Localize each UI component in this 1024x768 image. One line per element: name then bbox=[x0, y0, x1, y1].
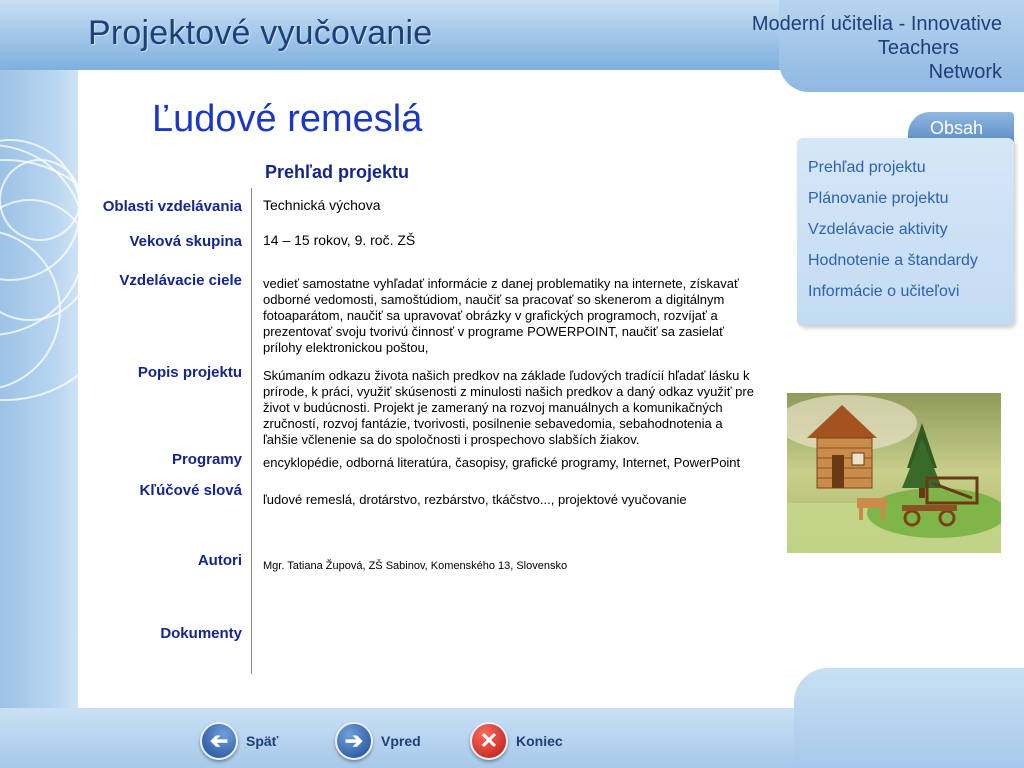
forward-button[interactable] bbox=[335, 722, 421, 760]
end-button[interactable] bbox=[470, 722, 563, 760]
page-title: Ľudové remeslá bbox=[152, 98, 423, 140]
label-oblasti: Oblasti vzdelávania bbox=[102, 198, 242, 215]
label-vzdelavacie-ciele: Vzdelávacie ciele bbox=[119, 272, 242, 289]
value-autori: Mgr. Tatiana Župová, ZŠ Sabinov, Komenského 13, Slovensko bbox=[263, 560, 568, 572]
arrow-right-icon: ➔ bbox=[335, 722, 373, 760]
wooden-crafts-image bbox=[787, 393, 1001, 553]
menu-item-hodnotenie-standardy[interactable]: Hodnotenie a štandardy bbox=[808, 252, 978, 269]
value-vzdelavacie-ciele: vedieť samostatne vyhľadať informácie z danej problematiky na internete, získavať odborné vedomosti, samoštúdiom, naučiť sa pracovať so skenerom a digitálnym fotoaparátom, naučiť sa upravovať obrázky v grafických programoch, rozvíjať a prezentovať svoju tvorivú činnosť v programe POWERPOINT, naučiť sa zasielať prílohy elektronickou poštou, bbox=[263, 276, 739, 355]
menu-item-informacie-o-ucitelovi[interactable]: Informácie o učiteľovi bbox=[808, 283, 960, 300]
arrow-left-icon: ➔ bbox=[200, 722, 238, 760]
left-decorative-band bbox=[0, 0, 78, 768]
back-button[interactable] bbox=[200, 722, 278, 760]
back-label: Späť bbox=[246, 733, 279, 749]
obsah-tab-label: Obsah bbox=[930, 118, 984, 138]
project-photo bbox=[787, 393, 1001, 553]
value-programy: encyklopédie, odborná literatúra, časopisy, grafické programy, Internet, PowerPoint bbox=[263, 455, 741, 470]
label-autori: Autori bbox=[197, 552, 242, 569]
brand-line-1: Moderní učitelia - Innovative bbox=[751, 13, 1002, 35]
brand-line-3: Network bbox=[928, 61, 1002, 83]
end-label: Koniec bbox=[516, 733, 563, 749]
forward-label: Vpred bbox=[381, 733, 421, 749]
section-title: Prehľad projektu bbox=[265, 162, 409, 182]
brand-text bbox=[672, 12, 1002, 92]
brand-line-2: Teachers bbox=[877, 37, 959, 59]
label-vekova-skupina: Veková skupina bbox=[129, 233, 242, 250]
menu-item-vzdelavacie-aktivity[interactable]: Vzdelávacie aktivity bbox=[808, 221, 948, 238]
menu-item-prehlad-projektu[interactable]: Prehľad projektu bbox=[808, 159, 926, 176]
value-klucove-slova: ľudové remeslá, drotárstvo, rezbárstvo, tkáčstvo..., projektové vyučovanie bbox=[263, 492, 687, 507]
circles-decoration bbox=[0, 0, 78, 768]
app-title: Projektové vyučovanie bbox=[88, 14, 433, 52]
value-popis-projektu: Skúmaním odkazu života našich predkov na základe ľudových tradícií hľadať lásku k prírode, k práci, využiť skúsenosti z minulosti našich predkov a daný odkaz využiť pre život v budúcnosti. Projekt je zameraný na rozvoj manuálnych a komunikačných zručností, rozvoj fantázie, tvorivosti, posilnenie sebavedomia, sebahodnotenia a ľahšie včlenenie sa do spoločnosti i prospechovo slabších žiakov. bbox=[263, 368, 754, 447]
footer-corner bbox=[794, 668, 1024, 768]
label-dokumenty: Dokumenty bbox=[160, 625, 242, 642]
close-icon: ✕ bbox=[470, 722, 508, 760]
value-vekova-skupina: 14 – 15 rokov, 9. roč. ZŠ bbox=[263, 232, 416, 248]
label-programy: Programy bbox=[171, 451, 242, 468]
label-klucove-slova: Kľúčové slová bbox=[139, 482, 242, 499]
menu-item-planovanie-projektu[interactable]: Plánovanie projektu bbox=[808, 190, 949, 207]
label-popis-projektu: Popis projektu bbox=[137, 364, 242, 381]
column-divider bbox=[251, 188, 252, 674]
value-oblasti: Technická výchova bbox=[263, 197, 381, 213]
